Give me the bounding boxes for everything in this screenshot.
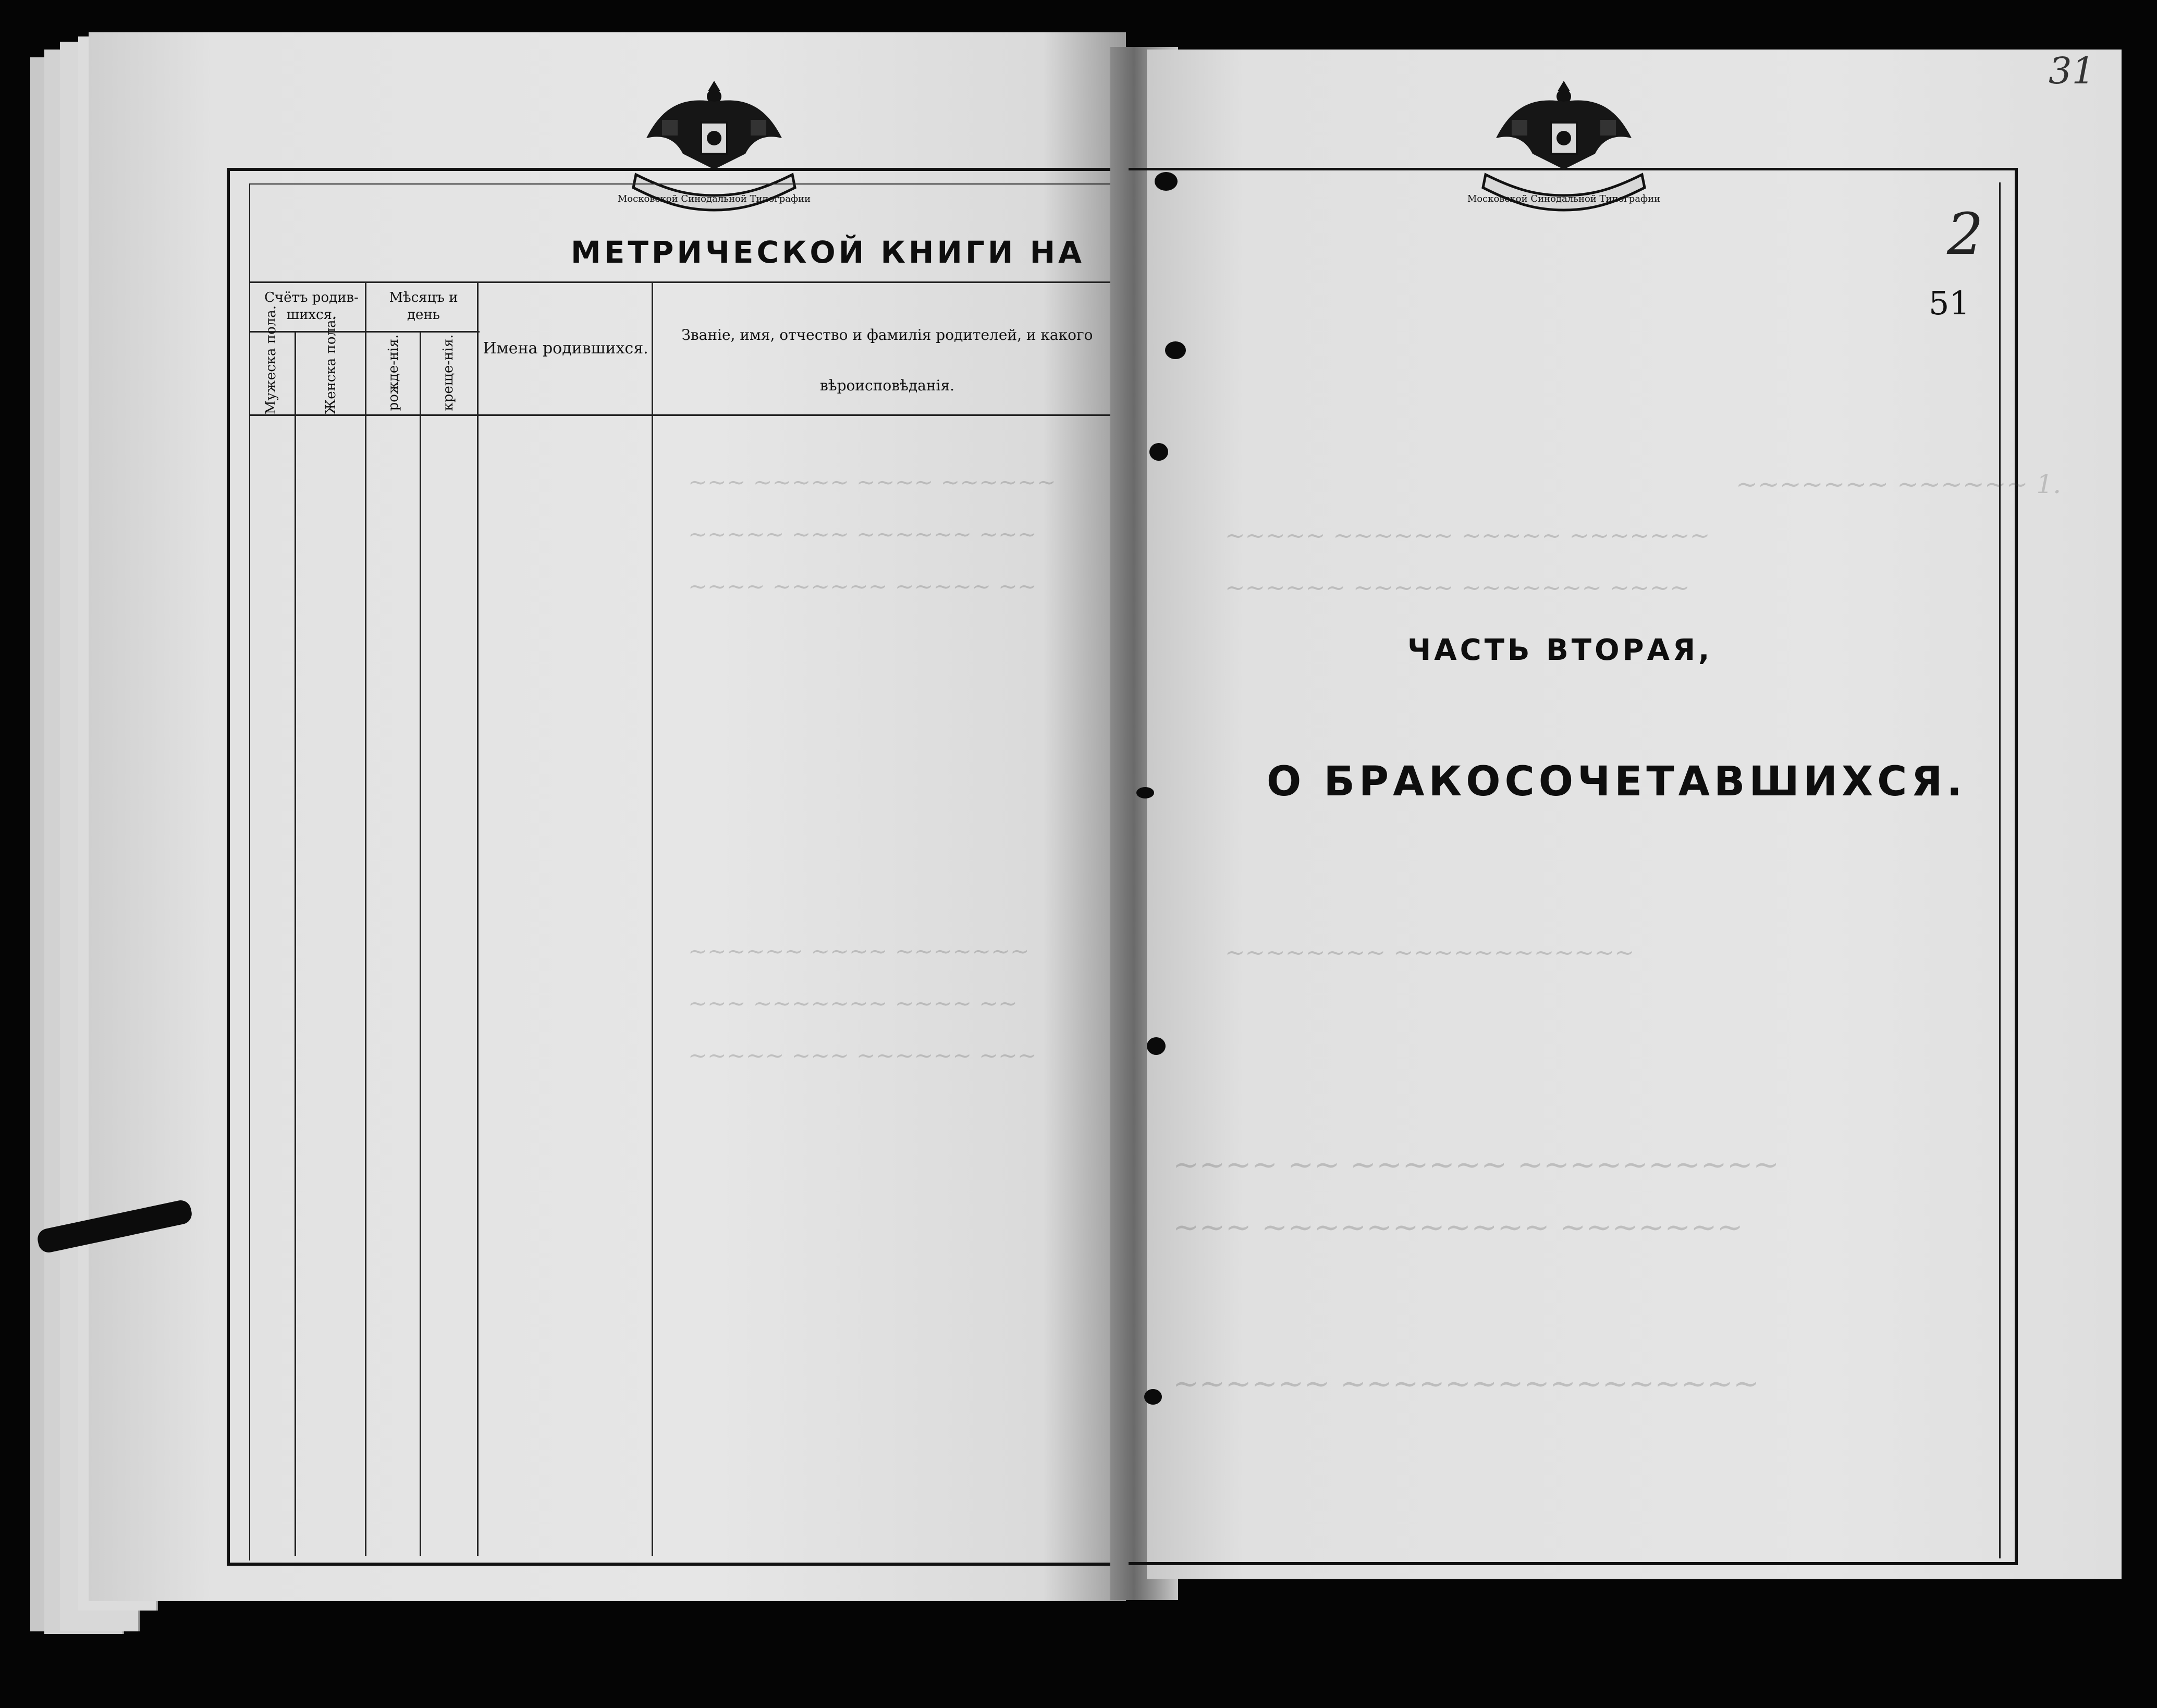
header-month-group: Мѣсяцъ и день bbox=[389, 290, 458, 323]
header-parents-line1: Званіе, имя, отчество и фамилія родителей, и какого bbox=[681, 326, 1093, 343]
page-number: 51 bbox=[1929, 284, 1970, 322]
bleed-through-text: ~~~~~~ ~~~~~~~~~~~~~~~~ bbox=[1173, 1366, 1760, 1402]
bleed-through-text: ~~~~ ~~~~~~ ~~~~~ ~~ bbox=[688, 573, 1037, 600]
column-divider bbox=[652, 281, 653, 1556]
emblem-ribbon-text: Московской Синодальной Типографии bbox=[1467, 193, 1661, 204]
bleed-through-text: ~~~ ~~~~~~~~~~~ ~~~~~~~ bbox=[1173, 1209, 1743, 1246]
header-names: Имена родившихся. bbox=[483, 339, 648, 358]
bleed-through-text: ~~~~~~ ~~~~ ~~~~~~~ bbox=[688, 938, 1030, 965]
header-parents-line2: вѣроисповѣданія. bbox=[819, 377, 955, 394]
header-count-group: Счётъ родив-шихся. bbox=[264, 290, 359, 323]
right-page-inner-rule bbox=[1999, 182, 2001, 1558]
double-headed-eagle-emblem bbox=[1454, 65, 1673, 222]
section-title: О БРАКОСОЧЕТАВШИХСЯ. bbox=[1267, 758, 1967, 805]
header-top-rule bbox=[250, 281, 1116, 283]
ledger-title: МЕТРИЧЕСКОЙ КНИГИ НА bbox=[571, 235, 1085, 270]
bleed-through-text: ~~~~ ~~ ~~~~~~ ~~~~~~~~~~ bbox=[1173, 1147, 1780, 1183]
column-divider bbox=[295, 331, 296, 1556]
handwritten-mark: 2 bbox=[1947, 201, 1983, 267]
header-bottom-rule bbox=[250, 414, 1116, 416]
column-divider bbox=[420, 331, 421, 1556]
bleed-through-text: ~~~ ~~~~~ ~~~~ ~~~~~~ bbox=[688, 469, 1056, 496]
part-title: ЧАСТЬ ВТОРАЯ, bbox=[1407, 633, 1713, 667]
bleed-through-text: ~~~~~ ~~~ ~~~~~~ ~~~ bbox=[688, 521, 1037, 548]
column-divider bbox=[365, 281, 366, 1556]
bleed-through-text: ~~~~~~~~ ~~~~~~~~~~~~ bbox=[1225, 938, 1635, 966]
bleed-through-text: ~~~~~~~ ~~~~~~ 1. bbox=[1736, 469, 2062, 499]
bleed-through-text: ~~~~~ ~~~~~~ ~~~~~ ~~~~~~~ bbox=[1225, 521, 1710, 549]
header-birth: рожде-нія. bbox=[386, 334, 401, 411]
header-baptism: креще-нія. bbox=[440, 334, 456, 411]
header-male: Мужеска пола. bbox=[263, 305, 279, 414]
corner-folio: 31 bbox=[2049, 50, 2095, 92]
column-divider bbox=[477, 281, 479, 1556]
emblem-ribbon-text: Московской Синодальной Типографии bbox=[617, 193, 811, 204]
right-page-frame bbox=[1129, 168, 2018, 1565]
header-female: Женска пола. bbox=[323, 315, 339, 414]
bleed-through-text: ~~~~~~ ~~~~~ ~~~~~~~ ~~~~ bbox=[1225, 573, 1690, 601]
bleed-through-text: ~~~ ~~~~~~~ ~~~~ ~~ bbox=[688, 990, 1018, 1017]
bleed-through-text: ~~~~~ ~~~ ~~~~~~ ~~~ bbox=[688, 1042, 1037, 1069]
